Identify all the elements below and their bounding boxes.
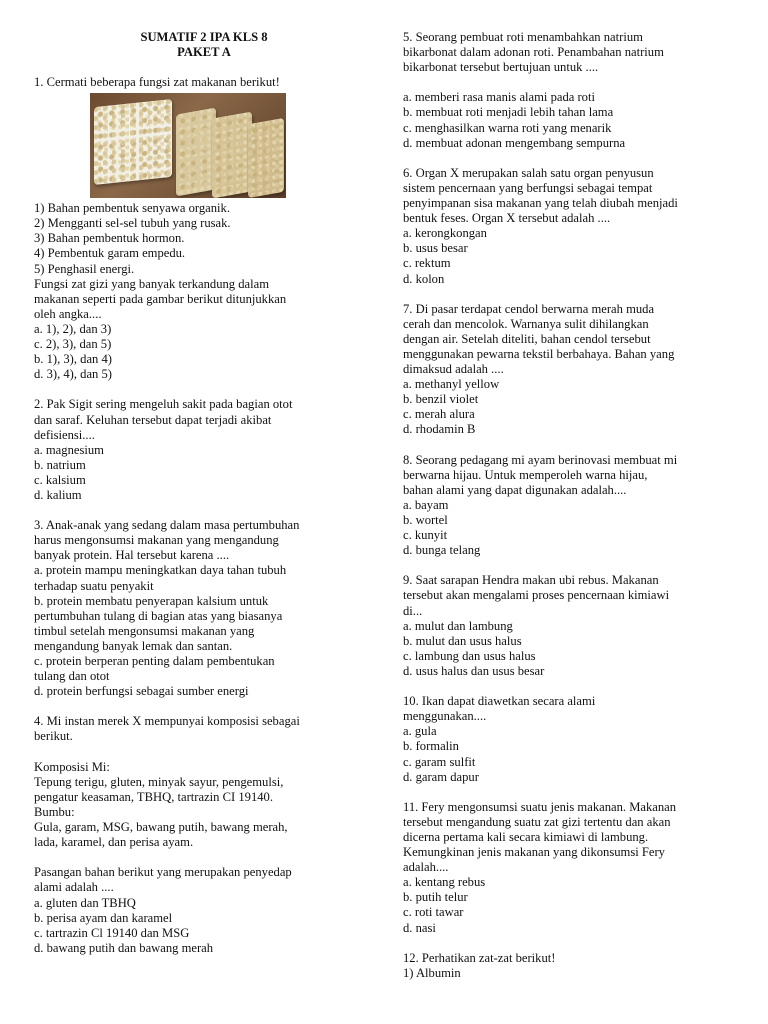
question-text-line: dimaksud adalah .... — [403, 362, 504, 377]
question-text-line: 2. Pak Sigit sering mengeluh sakit pada bagian otot — [34, 397, 293, 412]
question-text-line: 5. Seorang pembuat roti menambahkan natrium — [403, 30, 643, 44]
answer-option: d. kalium — [34, 487, 82, 502]
answer-option: a. magnesium — [34, 442, 104, 457]
answer-option: a. gluten dan TBHQ — [34, 895, 136, 910]
document-title: SUMATIF 2 IPA KLS 8 — [140, 30, 268, 44]
question-text-line: harus mengonsumsi makanan yang mengandung — [34, 533, 279, 548]
answer-option: b. membuat roti menjadi lebih tahan lama — [403, 105, 614, 120]
question-text-line: di... — [403, 603, 423, 618]
answer-option: d. nasi — [403, 920, 436, 935]
answer-option: d. protein berfungsi sebagai sumber energi — [34, 684, 249, 699]
list-item: 4) Pembentuk garam empedu. — [34, 246, 186, 261]
answer-option: b. natrium — [34, 457, 86, 472]
answer-option: a. kerongkongan — [403, 226, 487, 241]
list-item: 1) Bahan pembentuk senyawa organik. — [34, 201, 230, 216]
question-text-line: cerah dan mencolok. Warnanya sulit dihilangkan — [403, 316, 649, 331]
tempeh-slice — [248, 118, 284, 198]
question-text-line: berikut. — [34, 729, 73, 744]
question-text-line: 7. Di pasar terdapat cendol berwarna merah muda — [403, 301, 655, 316]
answer-option: pertumbuhan tulang di bagian atas yang biasanya — [34, 608, 283, 623]
answer-option: b. wortel — [403, 513, 448, 527]
question-1-items — [34, 201, 374, 276]
right-column — [403, 0, 743, 981]
answer-option: b. 1), 3), dan 4) — [34, 352, 112, 367]
question-text-line: 3. Anak-anak yang sedang dalam masa pertumbuhan — [34, 518, 300, 533]
tempeh-slice — [176, 108, 216, 197]
list-item: 1) Albumin — [403, 965, 461, 980]
list-item: 5) Penghasil energi. — [34, 261, 135, 276]
tempeh-block — [94, 99, 172, 185]
question-text-line: dicerna pertama kali secara kimiawi di lambung. — [403, 829, 649, 844]
list-item: 2) Mengganti sel-sel tubuh yang rusak. — [34, 216, 231, 231]
list-item: 3) Bahan pembentuk hormon. — [34, 231, 185, 246]
answer-option: c. kunyit — [403, 528, 448, 543]
composition-line: Tepung terigu, gluten, minyak sayur, pengemulsi, — [34, 774, 284, 789]
question-text-line: bentuk feses. Organ X tersebut adalah .... — [403, 211, 611, 226]
answer-option: d. bawang putih dan bawang merah — [34, 940, 214, 955]
answer-option: b. benzil violet — [403, 392, 479, 407]
answer-option: d. membuat adonan mengembang sempurna — [403, 135, 626, 150]
question-text-line: menggunakan pewarna tekstil berbahaya. Bahan yang — [403, 346, 675, 361]
answer-option: b. formalin — [403, 739, 459, 754]
answer-option: d. usus halus dan usus besar — [403, 663, 545, 678]
question-text-line: berwarna hijau. Untuk memperoleh warna hijau, — [403, 467, 648, 482]
answer-option: c. rektum — [403, 256, 451, 271]
answer-option: c. kalsium — [34, 472, 86, 487]
answer-option: d. rhodamin B — [403, 422, 476, 437]
answer-option: a. protein mampu meningkatkan daya tahan tubuh — [34, 563, 287, 578]
composition-line: Bumbu: — [34, 804, 75, 819]
question-text-line: 4. Mi instan merek X mempunyai komposisi sebagai — [34, 714, 300, 729]
question-text-line: makanan seperti pada gambar berikut ditunjukkan — [34, 291, 287, 306]
composition-line: Gula, garam, MSG, bawang putih, bawang merah, — [34, 820, 288, 835]
left-column — [34, 0, 374, 956]
answer-option: a. bayam — [403, 497, 449, 512]
composition-line: lada, karamel, dan perisa ayam. — [34, 835, 194, 850]
question-text-line: alami adalah .... — [34, 880, 114, 895]
question-text-line: banyak protein. Hal tersebut karena .... — [34, 548, 230, 563]
question-text-line: bikarbonat tersebut bertujuan untuk .... — [403, 60, 599, 75]
question-text-line: dan saraf. Keluhan tersebut dapat terjadi akibat — [34, 412, 272, 427]
question-text-line: bikarbonat dalam adonan roti. Penambahan natrium — [403, 45, 664, 60]
answer-option: tulang dan otot — [34, 669, 110, 684]
answer-option: b. perisa ayam dan karamel — [34, 910, 173, 925]
answer-option: c. protein berperan penting dalam pembentukan — [34, 654, 275, 668]
answer-option: c. roti tawar — [403, 905, 464, 920]
question-text-line: defisiensi.... — [34, 427, 95, 442]
question-text-line: adalah.... — [403, 860, 449, 875]
question-text-line: 9. Saat sarapan Hendra makan ubi rebus. Makanan — [403, 573, 659, 588]
question-text-line: penyimpanan sisa makanan yang telah diubah menjadi — [403, 196, 678, 211]
question-text-line: sistem pencernaan yang berfungsi sebagai tempat — [403, 180, 653, 195]
question-text-line: 8. Seorang pedagang mi ayam berinovasi membuat mi — [403, 452, 678, 467]
answer-option: b. usus besar — [403, 241, 468, 256]
question-text-line: dengan air. Setelah diteliti, bahan cendol tersebut — [403, 331, 651, 346]
question-text-line: tersebut akan mengalami proses pencernaan kimiawi — [403, 588, 670, 603]
answer-option: d. garam dapur — [403, 769, 479, 784]
answer-option: b. protein membatu penyerapan kalsium untuk — [34, 593, 269, 608]
answer-option: d. bunga telang — [403, 543, 481, 558]
answer-option: a. mulut dan lambung — [403, 618, 513, 633]
composition-line: pengatur keasaman, TBHQ, tartrazin CI 19140. — [34, 789, 273, 804]
answer-option: c. tartrazin Cl 19140 dan MSG — [34, 925, 190, 940]
composition-line: Komposisi Mi: — [34, 759, 110, 774]
answer-option: a. gula — [403, 724, 437, 739]
question-text-line: Pasangan bahan berikut yang merupakan penyedap — [34, 865, 292, 880]
question-text-line: bahan alami yang dapat digunakan adalah.... — [403, 482, 627, 497]
answer-option: b. putih telur — [403, 890, 468, 905]
question-text-line: 6. Organ X merupakan salah satu organ penyusun — [403, 165, 654, 180]
answer-option: c. garam sulfit — [403, 754, 476, 769]
answer-option: c. 2), 3), dan 5) — [34, 337, 112, 352]
answer-option: a. 1), 2), dan 3) — [34, 321, 112, 336]
answer-option: a. memberi rasa manis alami pada roti — [403, 90, 595, 105]
question-text-line: oleh angka.... — [34, 306, 102, 321]
answer-option: terhadap suatu penyakit — [34, 578, 154, 593]
answer-option: d. kolon — [403, 271, 445, 286]
question-text-line: 12. Perhatikan zat-zat berikut! — [403, 950, 556, 965]
question-text-line: menggunakan.... — [403, 709, 487, 724]
question-text-line: 11. Fery mengonsumsi suatu jenis makanan. Makanan — [403, 799, 677, 814]
answer-option: mengandung banyak lemak dan santan. — [34, 638, 233, 653]
document-subtitle: PAKET A — [177, 45, 231, 59]
question-text-line: Fungsi zat gizi yang banyak terkandung dalam — [34, 276, 270, 291]
tempeh-slice — [212, 112, 252, 199]
answer-option: c. lambung dan usus halus — [403, 648, 536, 663]
tempeh-photo — [90, 93, 286, 198]
answer-option: a. kentang rebus — [403, 875, 486, 890]
answer-option: b. mulut dan usus halus — [403, 633, 522, 648]
answer-option: a. methanyl yellow — [403, 377, 500, 392]
question-text-line: Kemungkinan jenis makanan yang dikonsumsi Fery — [403, 845, 665, 860]
question-text-line: tersebut mengandung suatu zat gizi tertentu dan akan — [403, 814, 671, 829]
answer-option: timbul setelah mengonsumsi makanan yang — [34, 623, 255, 638]
answer-option: c. menghasilkan warna roti yang menarik — [403, 120, 612, 135]
question-text-line: 10. Ikan dapat diawetkan secara alami — [403, 694, 596, 709]
answer-option: c. merah alura — [403, 407, 475, 422]
answer-option: d. 3), 4), dan 5) — [34, 367, 112, 382]
question-1-intro: 1. Cermati beberapa fungsi zat makanan berikut! — [34, 75, 280, 90]
